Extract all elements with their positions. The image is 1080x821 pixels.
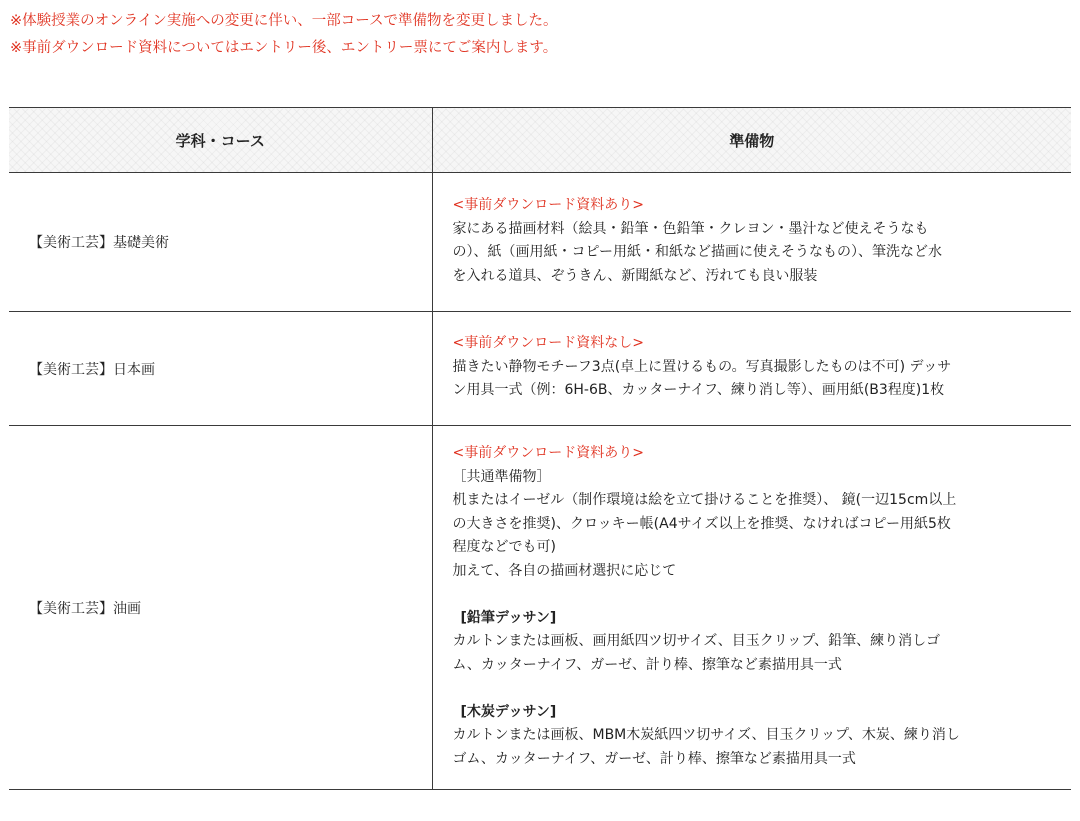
- item-line: カルトンまたは画板、画用紙四ツ切サイズ、目玉クリップ、鉛筆、練り消しゴ: [452, 633, 941, 649]
- table-header-row: [9, 108, 1071, 173]
- item-line: カルトンまたは画板、MBM木炭紙四ツ切サイズ、目玉クリップ、木炭、練り消し: [452, 727, 960, 743]
- items-aburae: [432, 426, 1071, 790]
- common-heading: ［共通準備物］: [452, 468, 551, 485]
- item-line: ン用具一式（例：6H-6B、カッターナイフ、練り消し等）、画用紙(B3程度)1枚: [452, 382, 945, 399]
- table-row: [9, 426, 1071, 790]
- item-line: の大きさを推奨)、クロッキー帳(A4サイズ以上を推奨、なければコピー用紙5枚: [452, 515, 951, 532]
- items-nihonga: [432, 312, 1071, 426]
- item-line: を入れる道具、ぞうきん、新聞紙など、汚れても良い服装: [452, 267, 818, 284]
- item-line: 加えて、各自の描画材選択に応じて: [452, 562, 677, 579]
- item-line: ゴム、カッターナイフ、ガーゼ、計り棒、擦筆など素描用具一式: [452, 750, 856, 767]
- course-aburae: 【美術工芸】油画: [9, 426, 432, 790]
- download-note: <事前ダウンロード資料なし>: [452, 335, 644, 352]
- course-nihonga: 【美術工芸】日本画: [9, 312, 432, 426]
- header-items: 準備物: [432, 108, 1071, 173]
- notice-online-change: ※体験授業のオンライン実施への変更に伴い、一部コースで準備物を変更しました。: [10, 13, 558, 29]
- item-line: の）、紙（画用紙・コピー用紙・和紙など描画に使えそうなもの）、筆洗など水: [452, 244, 942, 260]
- item-line: 家にある描画材料（絵具・鉛筆・色鉛筆・クレヨン・墨汁など使えそうなも: [452, 220, 929, 237]
- download-note: <事前ダウンロード資料あり>: [452, 445, 644, 461]
- item-line: 程度などでも可): [452, 539, 556, 555]
- item-line: 描きたい静物モチーフ3点(卓上に置けるもの。写真撮影したものは不可) デッサ: [452, 358, 952, 375]
- pencil-heading: [鉛筆デッサン]: [460, 609, 557, 626]
- table-row: [9, 173, 1071, 312]
- course-kiso-bijutsu: 【美術工芸】基礎美術: [9, 173, 432, 312]
- header-course: 学科・コース: [9, 108, 432, 173]
- charcoal-heading: [木炭デッサン]: [460, 703, 557, 720]
- notice-download-materials: ※事前ダウンロード資料についてはエントリー後、エントリー票にてご案内します。: [10, 40, 558, 56]
- notice-block: [10, 8, 558, 62]
- preparation-table: [9, 107, 1071, 790]
- item-line: ム、カッターナイフ、ガーゼ、計り棒、擦筆など素描用具一式: [452, 656, 842, 673]
- item-line: 机またはイーゼル（制作環境は絵を立て掛けることを推奨）、 鏡(一辺15cm以上: [452, 492, 957, 508]
- items-kiso-bijutsu: [432, 173, 1071, 312]
- table-row: [9, 312, 1071, 426]
- download-note: <事前ダウンロード資料あり>: [452, 197, 644, 213]
